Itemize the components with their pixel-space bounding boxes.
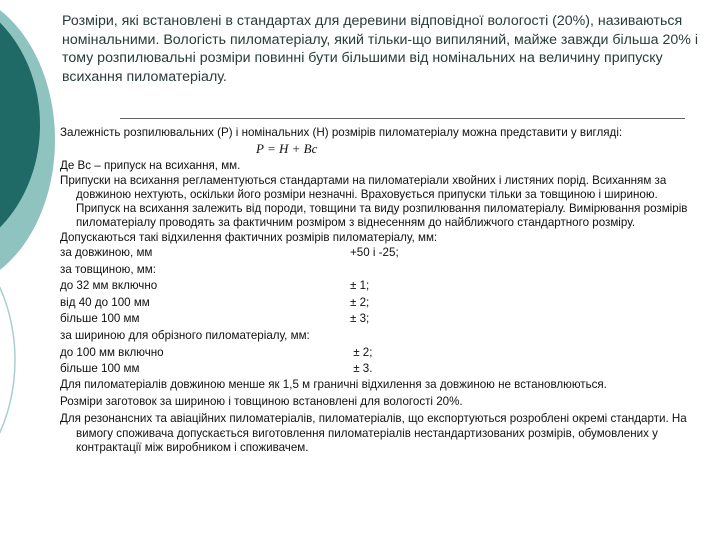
deviation-label: за шириною для обрізного пиломатеріалу, мм: — [60, 329, 310, 343]
deviation-row — [60, 328, 690, 345]
dependency-paragraph: Залежність розпилювальних (Р) і номінальних (Н) розмірів пиломатеріалу можна представити у вигляді: — [60, 126, 623, 139]
where-paragraph: Де Вс – припуск на всихання, мм. — [60, 159, 241, 173]
deviation-value: ± 3; — [350, 312, 370, 326]
deviation-value: ± 1; — [350, 279, 370, 293]
slide-decoration — [0, 0, 60, 540]
teal-arc-decoration — [0, 0, 60, 540]
deviation-row — [60, 245, 690, 262]
deviation-value: ± 2; — [350, 345, 373, 359]
deviation-row — [60, 278, 690, 295]
formula: P = H + Bc — [256, 141, 318, 157]
deviation-value: ± 2; — [350, 295, 370, 309]
deviation-label: більше 100 мм — [60, 362, 140, 376]
length-note: Для пиломатеріалів довжиною менше як 1,5 м граничні відхилення за довжиною не встановлюються. — [60, 377, 607, 391]
deviation-label: від 40 до 100 мм — [60, 295, 150, 309]
deviation-row — [60, 311, 690, 328]
deviation-label: за товщиною, мм: — [60, 262, 156, 276]
deviation-row — [60, 345, 690, 362]
intro-paragraph: Розміри, які встановлені в стандартах для деревини відповідної вологості (20%), називаються номінальними. Вологість пиломатеріалу, який тільки-що випиляний, майже завжди більша 20% і тому розпилювальні розміри повинні бути більшими від номінальних на величину припуску всихання пиломатеріалу. — [62, 13, 698, 85]
deviations-intro: Допускаються такі відхилення фактичних розмірів пиломатеріалу, мм: — [60, 230, 438, 244]
deviation-row — [60, 361, 690, 378]
divider-line — [120, 118, 685, 119]
deviation-label: до 100 мм включно — [60, 345, 164, 359]
deviation-label: більше 100 мм — [60, 312, 140, 326]
deviation-value: ± 3. — [350, 362, 373, 376]
shrinkage-paragraph: Припуски на всихання регламентуються стандартами на пиломатеріали хвойних і листяних порід. Всиханням за довжиною нехтують, оскільки його розміри незначні. Враховується припуски тільки за товщиною і шириною. Припуск на всихання залежить від породи, товщини та виду розпилювання пиломатеріалу. Вимірювання розмірів пиломатеріалу проводять за фактичним розміром з віднесенням до найближчого стандартного розміру. — [60, 173, 688, 230]
main-text — [60, 126, 690, 455]
deviation-row — [60, 262, 690, 279]
deviation-value: +50 і -25; — [350, 246, 399, 260]
resonant-note: Для резонансних та авіаційних пиломатеріалів, пиломатеріалів, що експортуються розроблені окремі стандарти. На вимогу споживача допускається виготовлення пиломатеріалів нестандартизованих розмірів, обумовлених у контрактації між виробником і споживачем. — [60, 412, 687, 455]
blanks-note: Розміри заготовок за шириною і товщиною встановлені для вологості 20%. — [60, 395, 463, 409]
deviation-row — [60, 295, 690, 312]
deviation-label: до 32 мм включно — [60, 279, 158, 293]
deviation-label: за довжиною, мм — [60, 246, 153, 260]
